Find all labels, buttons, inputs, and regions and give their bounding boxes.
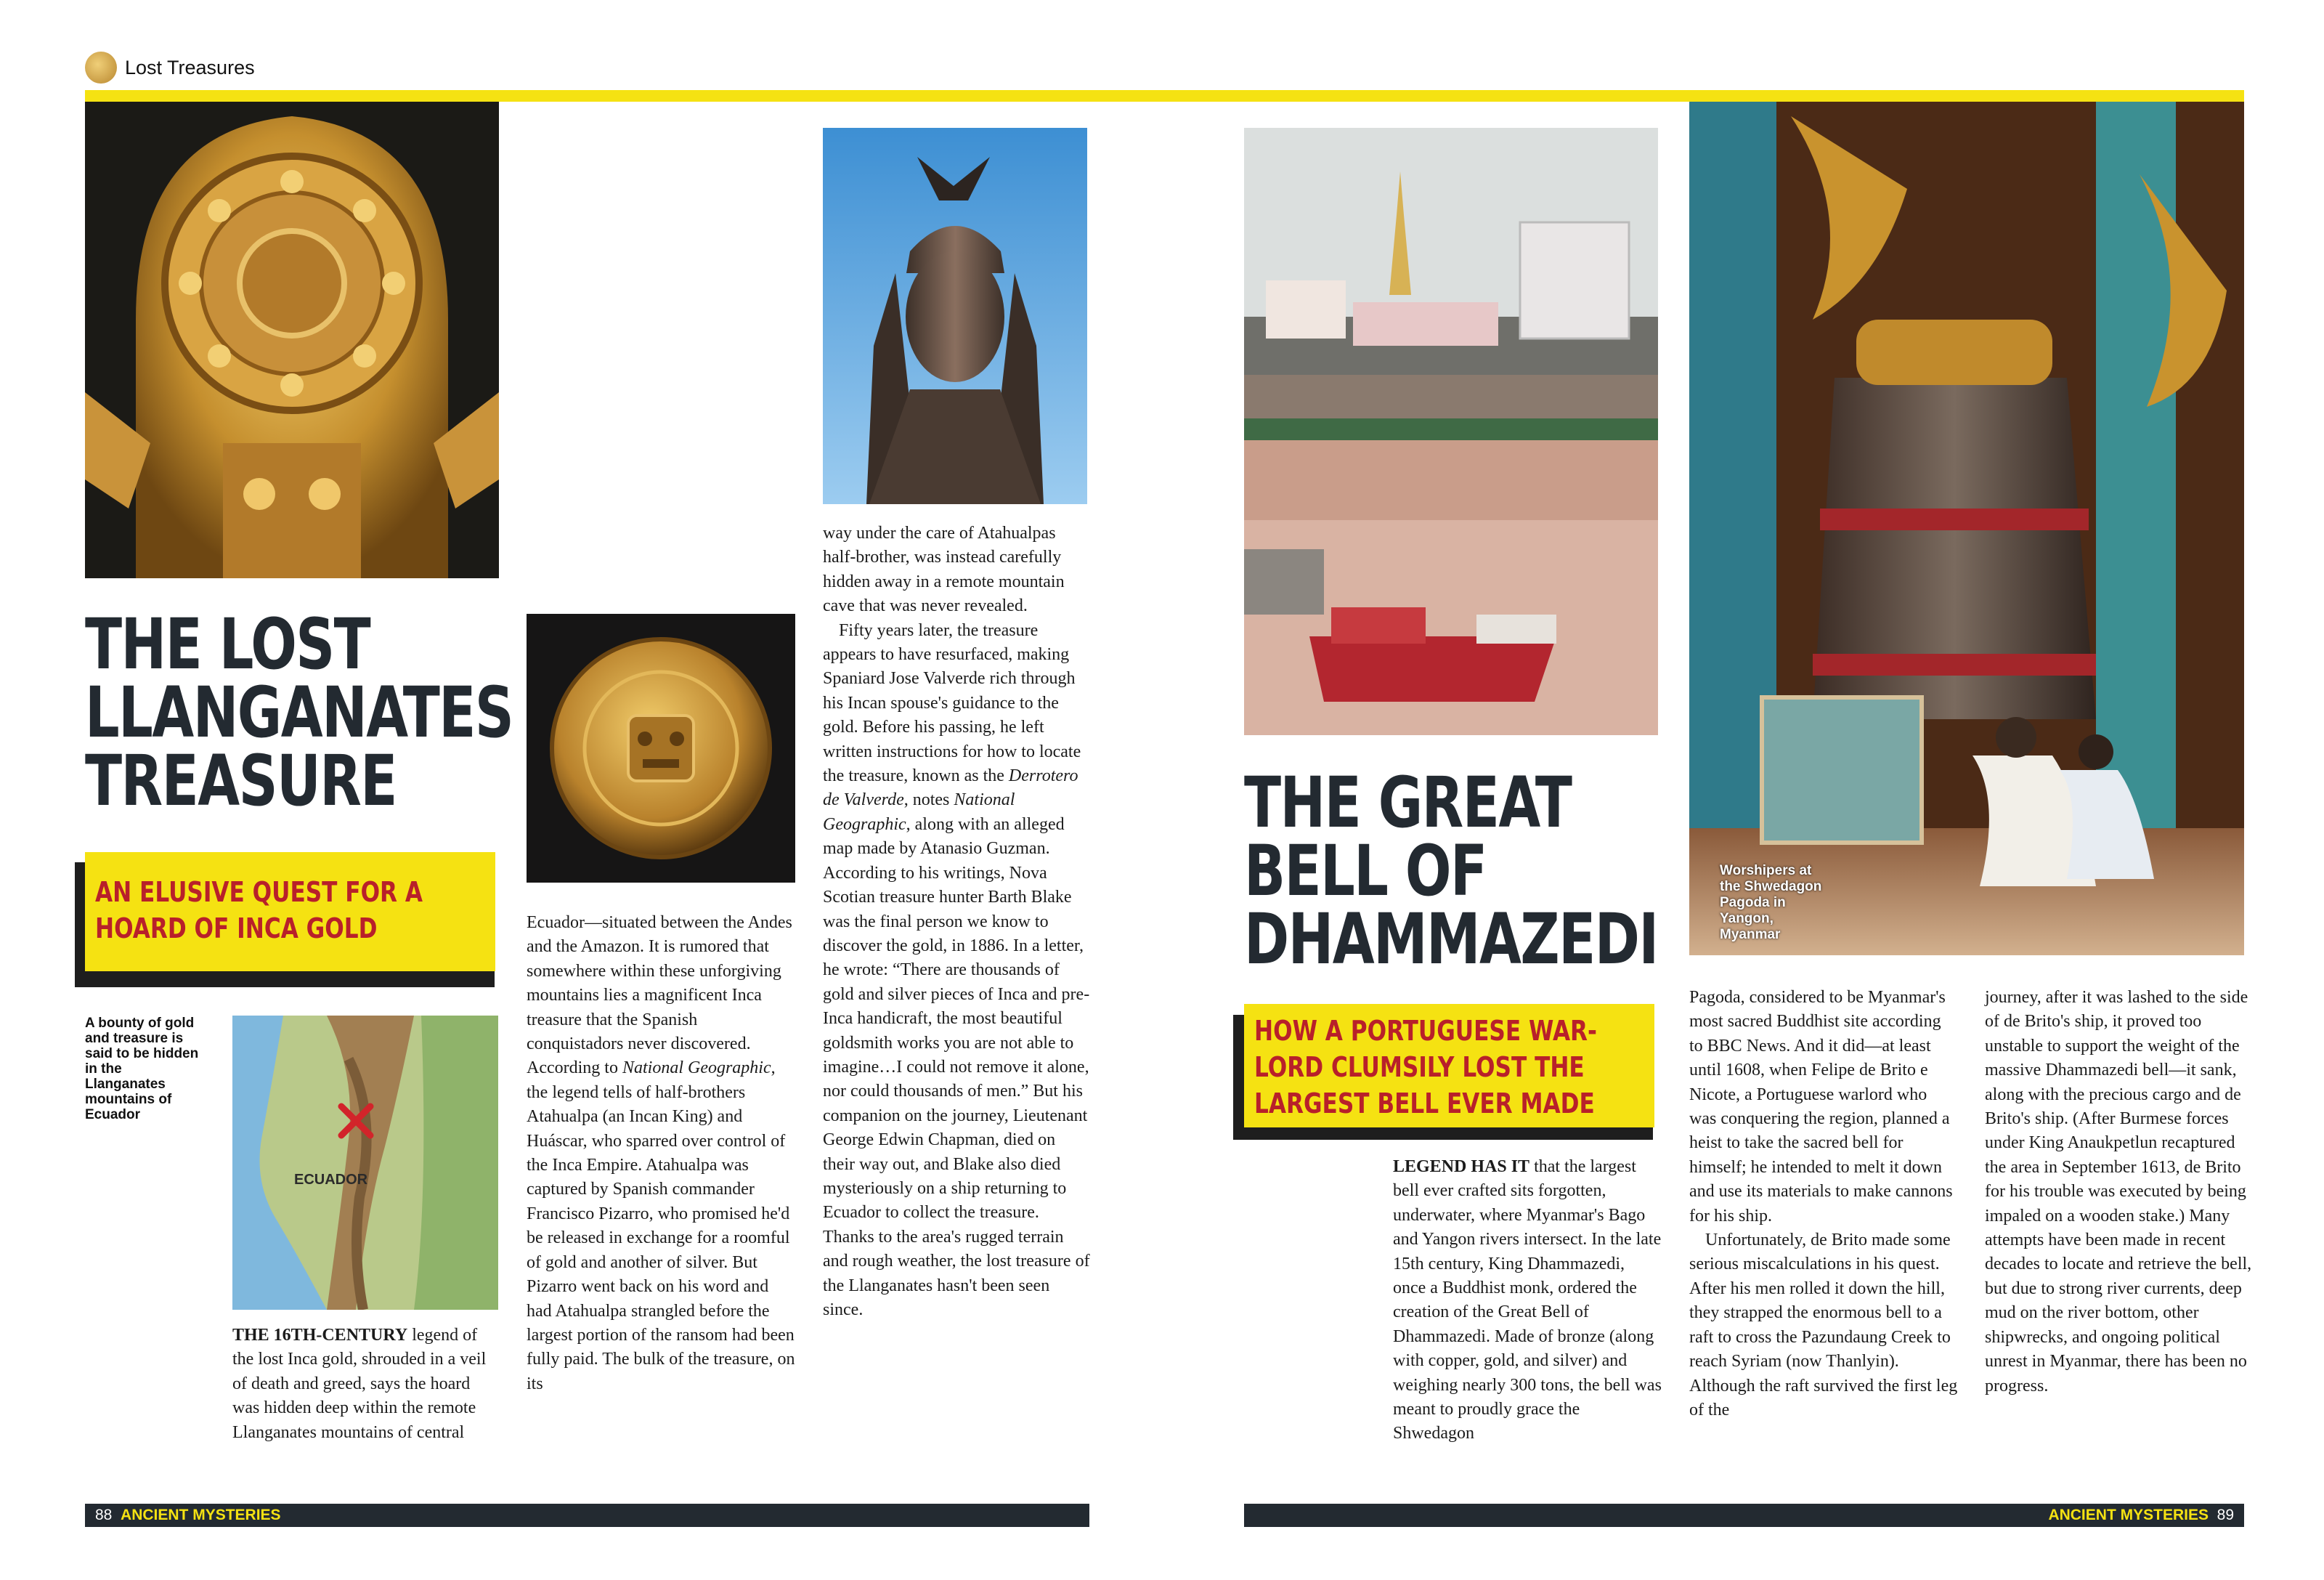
temple-photo-caption: Worshipers at the Shwedagon Pagoda in Yangon, Myanmar [1720, 863, 1822, 942]
right-col1-text: that the largest bell ever crafted sits forgotten, underwater, where Myanmar's Bago and Yangon rivers intersect. In the late 15th century, King Dhammazedi, once a Buddhist monk, ordered the creation of the Great Bell of Dhammazedi. Made of bronze (along with copper, gold, and silver) and weighing nearly 300 tons, the bell was meant to proudly grace the Shwedagon [1393, 1157, 1662, 1443]
map-caption: A bounty of gold and treasure is said to be hidden in the Llanganates mountains of Ecuador [85, 1016, 199, 1122]
left-title-line-1: THE LOST [85, 604, 370, 685]
coin-icon [85, 52, 117, 84]
left-col2-text-a: Ecuador—situated between the Andes and the Amazon. It is rumored that somewhere within these unforgiving mountains lies a magnificent Inca treasure that the Spanish conquistadors never discovered. According to [527, 913, 792, 1078]
map-country-label: ECUADOR [294, 1172, 368, 1188]
left-lead: THE 16TH-CENTURY [232, 1326, 408, 1345]
left-col3-text-c: , along with an alleged map made by Atanasio Guzman. According to his writings, Nova Scotian treasure hunter Barth Blake was the final person we know to discover the gold, in 1886. In a letter, he wrote: “There are thousands of gold and silver pieces of Inca and pre-Inca handicraft, the most beautiful goldsmith works you are not able to imagine…I could not remove it alone, nor could thousands of men.” But his companion on the journey, Lieutenant George Edwin Chapman, died on their way out, and Blake also died mysteriously on a ship returning to Ecuador to collect the treasure. Thanks to the area's rugged terrain and rough weather, the lost treasure of the Llanganates hasn't been seen since. [823, 814, 1090, 1319]
left-footer-title: ANCIENT MYSTERIES [121, 1507, 281, 1523]
right-col2-para-2: Unfortunately, de Brito made some serious miscalculations in his quest. After his men rolled it down the hill, they strapped the enormous bell to a raft to cross the Pazundaung Creek to reach Syriam (now Thanlyin). Although the raft survived the first leg of the [1689, 1231, 1958, 1419]
right-deck-line-3: LARGEST BELL EVER MADE [1254, 1087, 1595, 1119]
left-deck-line-2: HOARD OF INCA GOLD [95, 912, 378, 944]
ecuador-map [232, 1016, 498, 1310]
right-deck-line-2: LORD CLUMSILY LOST THE [1254, 1051, 1585, 1083]
left-col1-body [232, 1324, 501, 1445]
left-col2-body [527, 911, 795, 1396]
right-page-number: 89 [2217, 1507, 2234, 1523]
right-col3-body [1985, 986, 2254, 1398]
left-deck [85, 852, 495, 971]
right-col2-body [1689, 986, 1958, 1422]
left-col2-text-b: , the legend tells of half-brothers Atahualpa (an Incan King) and Huáscar, who sparred over control of the Inca Empire. Atahualpa was captured by Spanish commander Francisco Pizarro, who promised he'd be released in exchange for a roomful of gold and another of silver. But Pizarro went back on his word and had Atahualpa strangled before the largest portion of the ransom had been fully paid. The bulk of the treasure, on its [527, 1058, 795, 1393]
right-footer-title: ANCIENT MYSTERIES [2048, 1507, 2209, 1523]
section-label: Lost Treasures [125, 57, 255, 78]
left-title-line-3: TREASURE [85, 740, 397, 822]
right-title-line-3: DHAMMAZEDI [1244, 899, 1658, 980]
top-rule [85, 90, 2244, 102]
left-col1-text: legend of the lost Inca gold, shrouded in a veil of death and greed, says the hoard was hidden deep within the remote Llanganates mountains of central [232, 1326, 487, 1442]
right-footer-bar [1244, 1504, 2244, 1527]
left-col3-para-1: way under the care of Atahualpas half-brother, was instead carefully hidden away in a remote mountain cave that was never revealed. [823, 524, 1065, 616]
great-bell-temple-photo [1689, 102, 2244, 955]
right-col2-para-1: Pagoda, considered to be Myanmar's most sacred Buddhist site according to BBC News. And it did—at least until 1608, when Felipe de Brito e Nicote, a Portuguese warlord who was conquering the region, planned a heist to take the sacred bell for himself; he intended to melt it down and use its materials to make cannons for his ship. [1689, 988, 1953, 1225]
right-lead: LEGEND HAS IT [1393, 1157, 1530, 1176]
left-col3-body [823, 522, 1092, 1322]
left-footer-bar [85, 1504, 1089, 1527]
right-deck [1244, 1004, 1654, 1127]
left-col3-em-2: National Geographic [823, 790, 1015, 834]
right-article-title [1244, 762, 1658, 980]
gold-mask-photo [85, 102, 499, 578]
left-article-title [85, 604, 513, 822]
gold-disc-photo [527, 614, 795, 883]
left-col3-em-1: Derrotero de Valverde [823, 766, 1078, 810]
left-deck-line-1: AN ELUSIVE QUEST FOR A [95, 876, 423, 908]
right-deck-line-1: HOW A PORTUGUESE WAR- [1254, 1015, 1597, 1047]
left-col2-em: National Geographic [622, 1058, 771, 1078]
left-col3-text-a: Fifty years later, the treasure appears to have resurfaced, making Spaniard Jose Valverde rich through his Incan spouse's guidance to the gold. Before his passing, he left written instructions for how to locate the treasure, known as the [823, 620, 1081, 786]
right-title-line-1: THE GREAT [1244, 762, 1572, 843]
left-title-line-2: LLANGANATES [85, 672, 513, 753]
yangon-river-photo [1244, 128, 1658, 735]
right-col3-para-1: journey, after it was lashed to the side of de Brito's ship, it proved too unstable to support the weight of the massive Dhammazedi bell—it sank, along with the precious cargo and de Brito's ship. (After Burmese forces under King Anaukpetlun recaptured the area in September 1613, de Brito for his trouble was executed by being impaled on a wooden stake.) Many attempts have been made in recent decades to locate and retrieve the bell, but due to strong river currents, deep mud on the river bottom, other shipwrecks, and ongoing political unrest in Myanmar, there has been no progress. [1985, 988, 2252, 1395]
right-col1-body [1393, 1155, 1662, 1446]
left-page-number: 88 [95, 1507, 113, 1523]
left-col3-text-b: , notes [903, 790, 954, 810]
inca-statue-photo [823, 128, 1087, 504]
right-title-line-2: BELL OF [1244, 830, 1487, 912]
